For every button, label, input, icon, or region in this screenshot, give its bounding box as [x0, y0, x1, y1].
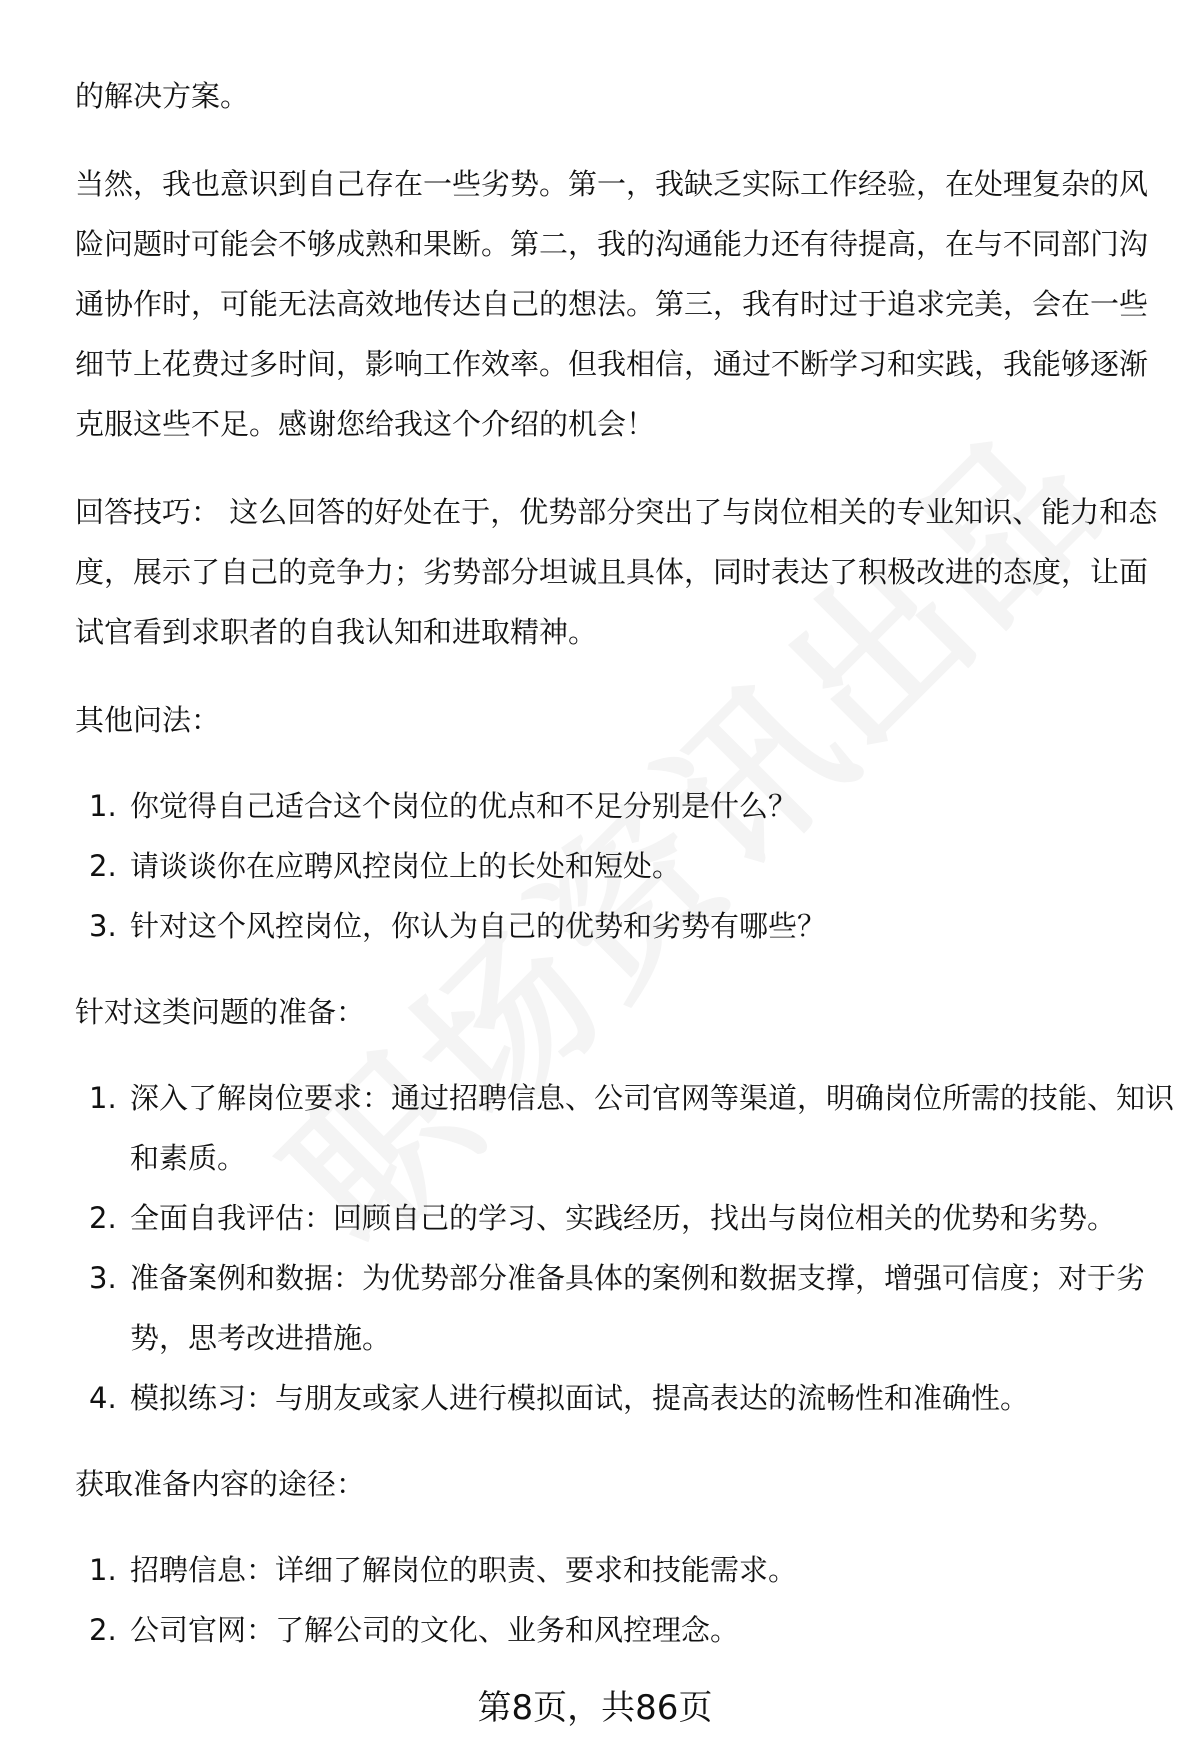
list-item — [75, 776, 1175, 836]
list-item-number: 2. — [89, 849, 117, 883]
heading-sources: 获取准备内容的途径： — [75, 1467, 366, 1501]
list-item-text: 模拟练习：与朋友或家人进行模拟面试，提高表达的流畅性和准确性。 — [130, 1381, 1030, 1415]
list-item-text: 招聘信息：详细了解岗位的职责、要求和技能需求。 — [130, 1553, 798, 1587]
list-item-text: 针对这个风控岗位，你认为自己的优势和劣势有哪些？ — [130, 909, 827, 943]
page-number-footer: 第8页，共86页 — [477, 1688, 713, 1728]
list-item-text: 全面自我评估：回顾自己的学习、实践经历，找出与岗位相关的优势和劣势。 — [130, 1201, 1117, 1235]
heading-preparation: 针对这类问题的准备： — [75, 995, 366, 1029]
list-item-text: 深入了解岗位要求：通过招聘信息、公司官网等渠道，明确岗位所需的技能、知识和素质。 — [130, 1081, 1175, 1175]
heading-other-questions: 其他问法： — [75, 703, 221, 737]
list-item-number: 2. — [89, 1613, 117, 1647]
list-item — [75, 896, 1175, 956]
list-item — [75, 1368, 1175, 1428]
list-item — [75, 1600, 1175, 1660]
preparation-list — [75, 1068, 1175, 1428]
list-item-text: 请谈谈你在应聘风控岗位上的长处和短处。 — [130, 849, 682, 883]
list-item — [75, 1540, 1175, 1600]
list-item-number: 3. — [89, 1261, 117, 1295]
other-questions-list — [75, 776, 1175, 956]
sources-list — [75, 1540, 1175, 1660]
paragraph-answer-tips: 回答技巧： 这么回答的好处在于，优势部分突出了与岗位相关的专业知识、能力和态度，展示了自己的竞争力；劣势部分坦诚且具体，同时表达了积极改进的态度，让面试官看到求职者的自我认知和进取精神。 — [75, 495, 1158, 649]
list-item-text: 你觉得自己适合这个岗位的优点和不足分别是什么？ — [130, 789, 798, 823]
paragraph-weaknesses: 当然，我也意识到自己存在一些劣势。第一，我缺乏实际工作经验，在处理复杂的风险问题时可能会不够成熟和果断。第二，我的沟通能力还有待提高，在与不同部门沟通协作时，可能无法高效地传达自己的想法。第三，我有时过于追求完美，会在一些细节上花费过多时间，影响工作效率。但我相信，通过不断学习和实践，我能够逐渐克服这些不足。感谢您给我这个介绍的机会！ — [75, 167, 1149, 441]
list-item-number: 4. — [89, 1381, 117, 1415]
paragraph-continuation: 的解决方案。 — [75, 79, 250, 113]
list-item-text: 公司官网：了解公司的文化、业务和风控理念。 — [130, 1613, 740, 1647]
list-item — [75, 1068, 1175, 1188]
list-item-number: 1. — [89, 1081, 117, 1115]
list-item — [75, 1188, 1175, 1248]
document-body — [75, 66, 1175, 1686]
list-item-number: 3. — [89, 909, 117, 943]
list-item-number: 1. — [89, 1553, 117, 1587]
list-item-number: 1. — [89, 789, 117, 823]
list-item-number: 2. — [89, 1201, 117, 1235]
list-item — [75, 836, 1175, 896]
list-item — [75, 1248, 1175, 1368]
list-item-text: 准备案例和数据：为优势部分准备具体的案例和数据支撑，增强可信度；对于劣势，思考改进措施。 — [130, 1261, 1146, 1355]
